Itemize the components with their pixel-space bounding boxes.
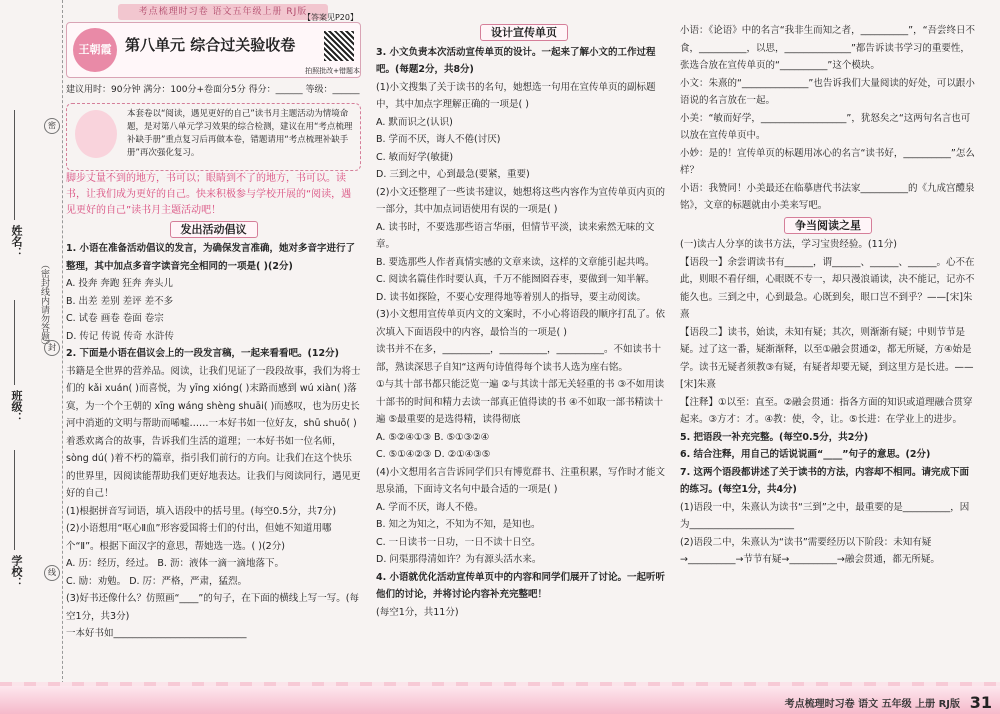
header-strip: 考点梳理时习卷 语文五年级上册 RJ版 bbox=[118, 4, 328, 20]
question-line: A. ⑤②④①③ B. ⑤①③②④ bbox=[376, 431, 490, 443]
question-line: 4. 小语就优化活动宣传单页中的内容和同学们展开了讨论。一起听听他们的讨论，并将讨论内容补充完整吧！ bbox=[376, 571, 666, 600]
intro-text: 本套卷以“阅读，遇见更好的自己”读书月主题活动为情境命题，是对第八单元学习效果的综合检测，建议在用“考点梳理补缺手册”重点复习后再做本卷，错题请用“考点梳理补缺手册”再次强化复习。 bbox=[127, 108, 353, 158]
answer-ref: 【答案见P20】 bbox=[302, 13, 358, 22]
class-line bbox=[14, 300, 15, 385]
question-line: C. 励：劝勉。 D. 厉：严格，严肃，猛烈。 bbox=[66, 575, 248, 587]
question-line: 1. 小语在准备活动倡议的发言，为确保发言准确，她对多音字进行了整理，其中加点多音字读音完全相同的一项是( )(2分) bbox=[66, 243, 356, 272]
mascot-icon bbox=[75, 110, 117, 158]
question-line: (2)语段二中，朱熹认为“读书”需要经历以下阶段：未知有疑→__________→节节有疑→__________→融会贯通，都无所疑。 bbox=[680, 536, 940, 565]
question-line: D. 传记 传说 传奇 水浒传 bbox=[66, 330, 174, 342]
section-title: 争当阅读之星 bbox=[680, 217, 976, 235]
question-line: 书籍是全世界的营养品。阅读，让我们见证了一段段故事，我们为将士们的 kǎi xuán( )而喜悦，为 yīng xióng( )末路而感到 wú xiàn( )落寞，为一个个王朝的 xīng wáng shèng shuāi( )而感叹，也为历史长河中消逝的文明与帮助而唏嘘……一本好书如一位好友，shū shuō( )着悉欢离合的故事，告诉我们生活的道理；一本好书如一位名师，sòng dú( )着不朽的篇章，指引我们前行的方向。让我们在这个快乐的世界里，因阅读能帮助我们更好地表达。让我们与阅读同行，遇见更好的自己！ bbox=[66, 365, 361, 499]
name-line bbox=[14, 110, 15, 220]
question-line: C. 敏而好学(敏捷) bbox=[376, 151, 454, 163]
question-line: 一本好书如____________________________ bbox=[66, 628, 247, 639]
question-line: (1)根据拼音写词语，填入语段中的括号里。(每空0.5分，共7分) bbox=[66, 505, 337, 517]
question-line: (4)小文想用名言告诉同学们只有博览群书、注重积累，写作时才能文思泉涌，下面诗文名句中最合适的一项是( ) bbox=[376, 466, 665, 495]
question-line: B. 学而不厌，诲人不倦(讨厌) bbox=[376, 134, 501, 145]
question-line: A. 历：经历，经过。 B. 沥：液体一滴一滴地落下。 bbox=[66, 558, 284, 569]
lead-text: 脚步丈量不到的地方，书可以；眼睛到不了的地方，书可以。读书，让我们成为更好的自己。快来积极参与学校开展的“阅读，遇见更好的自己”读书月主题活动吧！ bbox=[66, 172, 352, 216]
class-label: 班级： bbox=[10, 390, 23, 423]
question-line: D. 问渠那得清如许？为有源头活水来。 bbox=[376, 554, 542, 565]
question-line: (1)小文搜集了关于读书的名句，她想选一句用在宣传单页的副标题中，其中加点字理解正确的一项是( ) bbox=[376, 81, 656, 110]
column-left bbox=[66, 13, 361, 643]
seal-note: （密封线内请勿答题） bbox=[39, 260, 49, 350]
unit-title: 第八单元 综合过关验收卷 bbox=[125, 36, 296, 54]
question-line: 小语：《论语》中的名言“我非生而知之者，__________”，“吾尝终日不食，__________，以思，______________”都告诉读书学习的重要性，张选合放在宣传单页的“__________”这个模块。 bbox=[680, 25, 976, 71]
name-label: 姓名： bbox=[10, 225, 23, 258]
question-line: 6. 结合注释，用自己的话说说画“____”句子的意思。(2分) bbox=[680, 449, 931, 460]
question-line: 读书并不在多，__________，__________，__________。不如读书十部，熟读深思子自知“这两句诗值得每个读书人选为座右铭。 bbox=[376, 344, 662, 373]
question-line: C. 阅读名篇佳作时要认真，千万不能囫囵吞枣，要做到一知半解。 bbox=[376, 274, 655, 285]
question-line: (3)小文想用宣传单页内文的文案时，不小心将语段的顺序打乱了。依次填入下面语段中的内容，最恰当的一项是( ) bbox=[376, 309, 665, 338]
section-title: 设计宣传单页 bbox=[376, 24, 672, 42]
question-line: 2. 下面是小语在倡议会上的一段发言稿，一起来看看吧。(12分) bbox=[66, 348, 339, 359]
qr-caption: 拍照批改+错题本 bbox=[305, 67, 360, 75]
question-line: B. 要选那些人作者真情实感的文章来读，这样的文章能引起共鸣。 bbox=[376, 256, 655, 268]
footer-text: 考点梳理时习卷 语文 五年级 上册 RJ版 bbox=[784, 699, 960, 710]
question-line: 3. 小文负责本次活动宣传单页的设计。一起来了解小文的工作过程吧。(每题2分，共8分) bbox=[376, 46, 656, 75]
question-line: D. 三到之中，心到最急(要紧，重要) bbox=[376, 169, 530, 180]
question-list bbox=[66, 240, 361, 643]
question-list bbox=[680, 22, 976, 215]
question-line: 【注释】①以至：直至。②融会贯通：指各方面的知识或道理融合贯穿起来。③方才：才。④教：使，令，让。⑤长进：在学业上的进步。 bbox=[680, 396, 973, 425]
question-line: 小语：我赞同！小美最还在临摹唐代书法家__________的《九成宫醴泉铭》，文章的标题就由小美来写吧。 bbox=[680, 182, 975, 211]
exam-meta: 建议用时：90分钟 满分：100分+卷面分5分 得分：______ 等级：______ bbox=[66, 85, 360, 95]
question-line: (一)读古人分享的读书方法，学习宝贵经验。(11分) bbox=[680, 239, 897, 250]
qr-code-icon[interactable] bbox=[324, 31, 354, 61]
question-line: A. 默而识之(认识) bbox=[376, 116, 453, 128]
seal-mark: 线 bbox=[44, 565, 60, 581]
column-middle bbox=[376, 22, 672, 621]
question-line: A. 读书时，不要选那些语言华丽，但情节平淡，读来索然无味的文章。 bbox=[376, 221, 655, 250]
school-label: 学校： bbox=[10, 555, 23, 588]
intro-box bbox=[66, 103, 361, 171]
school-line bbox=[14, 450, 15, 550]
question-line: 小美：“敏而好学，__________________”，犹怒矣之“这两句名言也可以放在宣传单页中。 bbox=[680, 112, 971, 141]
question-line: (2)小语想用“呕心Ⅱ血”形容爱国将士们的付出，但她不知道用哪个“Ⅱ”。根据下面汉字的意思，帮她选一选。( )(2分) bbox=[66, 523, 332, 552]
question-line: (1)语段一中，朱熹认为读书“三到”之中，最重要的是__________，因为______________________ bbox=[680, 501, 970, 530]
question-line: A. 学而不厌，诲人不倦。 bbox=[376, 501, 484, 513]
question-line: B. 知之为知之，不知为不知，是知也。 bbox=[376, 519, 541, 530]
question-line: ①与其十部书都只能泛览一遍 ②与其读十部无关轻重的书 ③不如用读十部书的时间和精力去读一部真正值得读的书 ④不如取一部书精读十遍 ⑤最重要的是选得精，读得彻底 bbox=[376, 379, 665, 425]
question-line: (3)好书还像什么？仿照画“____”的句子，在下面的横线上写一写。(每空1分，共3分) bbox=[66, 593, 360, 622]
unit-header bbox=[66, 13, 361, 78]
question-line: C. 一日读书一日功，一日不读十日空。 bbox=[376, 536, 541, 548]
question-line: A. 投奔 奔跑 狂奔 奔头儿 bbox=[66, 278, 173, 289]
seal-mark: 密 bbox=[44, 118, 60, 134]
page-number: 31 bbox=[969, 693, 992, 712]
section-title: 发出活动倡议 bbox=[66, 221, 361, 239]
question-line: 小文：朱熹的“______________”也告诉我们大量阅读的好处，可以跟小语说的名言放在一起。 bbox=[680, 77, 975, 106]
binding-margin bbox=[0, 0, 63, 714]
question-line: B. 出差 差别 差评 差不多 bbox=[66, 295, 174, 307]
seal-mark: 封 bbox=[44, 340, 60, 356]
question-line: 5. 把语段一补充完整。(每空0.5分，共2分) bbox=[680, 431, 869, 443]
question-line: D. 读书如探险，不要心安理得地等着别人的指导，要主动阅读。 bbox=[376, 291, 646, 303]
question-line: C. 试卷 画卷 卷面 卷宗 bbox=[66, 313, 164, 324]
question-line: 【语段二】读书，始读，未知有疑；其次，则渐渐有疑；中则节节是疑。过了这一番，疑渐渐释，以至①融会贯通②，都无所疑，方④始是学。读书无疑者须教③有疑，有疑者却要无疑，到这里方是长进。——[宋]朱熹 bbox=[680, 326, 974, 390]
question-line: 【语段一】余尝谓读书有______，谓______、______、______。心不在此，则眼不看仔细，心眼既不专一，却只漫浪诵读，决不能记，记亦不能久也。三到之中，心到最急。心既到矣，眼口岂不到乎？——[宋]朱熹 bbox=[680, 256, 975, 320]
question-list bbox=[376, 44, 672, 622]
question-line: C. ⑤①④②③ D. ②①④③⑤ bbox=[376, 449, 491, 460]
question-line: (2)小文还整理了一些读书建议，她想将这些内容作为宣传单页内页的一部分，其中加点词语使用有误的一项是( ) bbox=[376, 186, 665, 215]
question-line: (每空1分，共11分) bbox=[376, 606, 459, 618]
column-right bbox=[680, 22, 976, 569]
question-line: 小妙：是的！宣传单页的标题用冰心的名言“读书好，__________”怎么样？ bbox=[680, 147, 975, 176]
question-list bbox=[680, 236, 976, 569]
question-line: 7. 这两个语段都讲述了关于读书的方法，内容却不相同。请完成下面的练习。(每空1分，共4分) bbox=[680, 466, 970, 495]
logo: 王朝霞 bbox=[73, 28, 117, 72]
